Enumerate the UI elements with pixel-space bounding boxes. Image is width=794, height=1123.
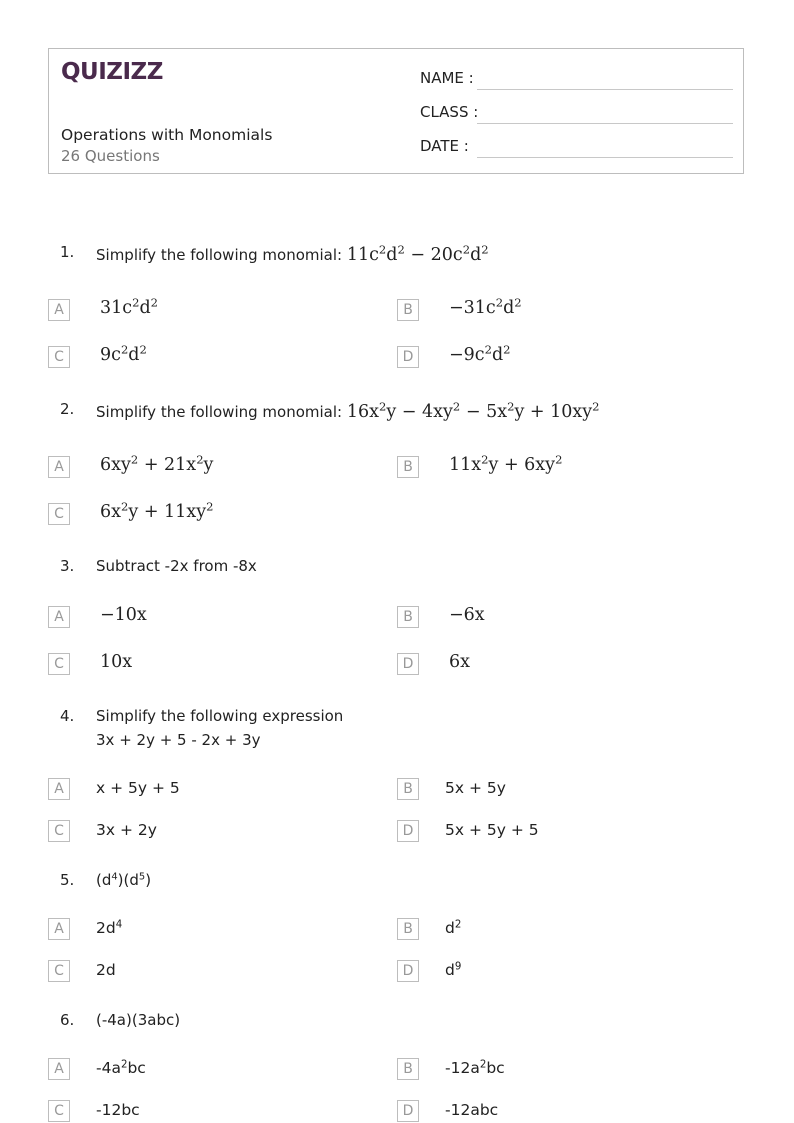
option-a[interactable]: $-4a^2bc$: [96, 1059, 146, 1077]
option-d[interactable]: $d^9$: [445, 961, 462, 979]
option-a[interactable]: −10x: [100, 605, 147, 625]
option-box-c[interactable]: C: [48, 1100, 70, 1122]
option-box-a[interactable]: A: [48, 918, 70, 940]
option-b[interactable]: 5x + 5y: [445, 779, 506, 797]
worksheet-title: Operations with Monomials: [61, 126, 273, 144]
option-box-a[interactable]: A: [48, 456, 70, 478]
option-box-d[interactable]: D: [397, 960, 419, 982]
worksheet-header: [48, 48, 744, 174]
option-b[interactable]: $11x^2y + 6xy^2$: [449, 452, 563, 475]
option-box-c[interactable]: C: [48, 653, 70, 675]
option-box-a[interactable]: A: [48, 778, 70, 800]
date-line[interactable]: [477, 157, 733, 158]
option-c[interactable]: $9c^2d^2$: [100, 342, 147, 365]
option-d[interactable]: $-9c^2d^2$: [449, 342, 511, 365]
option-d[interactable]: 6x: [449, 652, 471, 672]
option-box-d[interactable]: D: [397, 653, 419, 675]
question-number: 2.: [60, 400, 75, 418]
question-number: 5.: [60, 871, 75, 889]
question-number: 6.: [60, 1011, 75, 1029]
option-box-a[interactable]: A: [48, 1058, 70, 1080]
question-number: 3.: [60, 557, 75, 575]
question-number: 1.: [60, 243, 75, 261]
option-box-a[interactable]: A: [48, 606, 70, 628]
option-box-a[interactable]: A: [48, 299, 70, 321]
option-a[interactable]: $6xy^2 + 21x^2y$: [100, 452, 214, 475]
question-text: [96, 399, 600, 422]
question-prompt: Simplify the following monomial:: [96, 403, 347, 421]
option-box-c[interactable]: C: [48, 960, 70, 982]
option-c[interactable]: $6x^2y + 11xy^2$: [100, 499, 214, 522]
option-a[interactable]: $31c^2d^2$: [100, 295, 158, 318]
option-c[interactable]: -12bc: [96, 1101, 140, 1119]
option-box-b[interactable]: B: [397, 918, 419, 940]
option-box-b[interactable]: B: [397, 1058, 419, 1080]
question-expression: $11c^2d^2 - 20c^2d^2$: [346, 242, 489, 265]
option-c[interactable]: 10x: [100, 652, 133, 672]
class-line[interactable]: [477, 123, 733, 124]
option-c[interactable]: 2d: [96, 961, 116, 979]
option-b[interactable]: −6x: [449, 605, 485, 625]
option-box-b[interactable]: B: [397, 299, 419, 321]
question-text-line2: 3x + 2y + 5 - 2x + 3y: [96, 731, 261, 749]
option-b[interactable]: $d^2$: [445, 919, 462, 937]
question-text: Simplify the following expression: [96, 707, 344, 725]
option-b[interactable]: $-31c^2d^2$: [449, 295, 522, 318]
option-box-c[interactable]: C: [48, 503, 70, 525]
name-label: NAME :: [420, 69, 474, 87]
question-expression: $16x^2y - 4xy^2 - 5x^2y + 10xy^2$: [346, 399, 600, 422]
option-box-b[interactable]: B: [397, 606, 419, 628]
question-text: $(d^4)(d^5)$: [96, 871, 152, 889]
option-box-d[interactable]: D: [397, 346, 419, 368]
question-number: 4.: [60, 707, 75, 725]
name-line[interactable]: [477, 89, 733, 90]
date-label: DATE :: [420, 137, 469, 155]
class-label: CLASS :: [420, 103, 479, 121]
option-d[interactable]: -12abc: [445, 1101, 499, 1119]
option-box-d[interactable]: D: [397, 1100, 419, 1122]
question-text: Subtract -2x from -8x: [96, 557, 257, 575]
option-box-b[interactable]: B: [397, 778, 419, 800]
option-box-c[interactable]: C: [48, 820, 70, 842]
option-a[interactable]: $2d^4$: [96, 919, 123, 937]
option-a[interactable]: x + 5y + 5: [96, 779, 180, 797]
option-d[interactable]: 5x + 5y + 5: [445, 821, 539, 839]
option-c[interactable]: 3x + 2y: [96, 821, 157, 839]
question-prompt: Simplify the following monomial:: [96, 246, 347, 264]
question-count: 26 Questions: [61, 147, 160, 165]
question-text: (-4a)(3abc): [96, 1011, 181, 1029]
quizizz-logo: QUIZIZZ: [61, 59, 163, 85]
option-box-b[interactable]: B: [397, 456, 419, 478]
question-text: [96, 242, 489, 265]
option-box-d[interactable]: D: [397, 820, 419, 842]
option-b[interactable]: $-12a^2bc$: [445, 1059, 505, 1077]
option-box-c[interactable]: C: [48, 346, 70, 368]
